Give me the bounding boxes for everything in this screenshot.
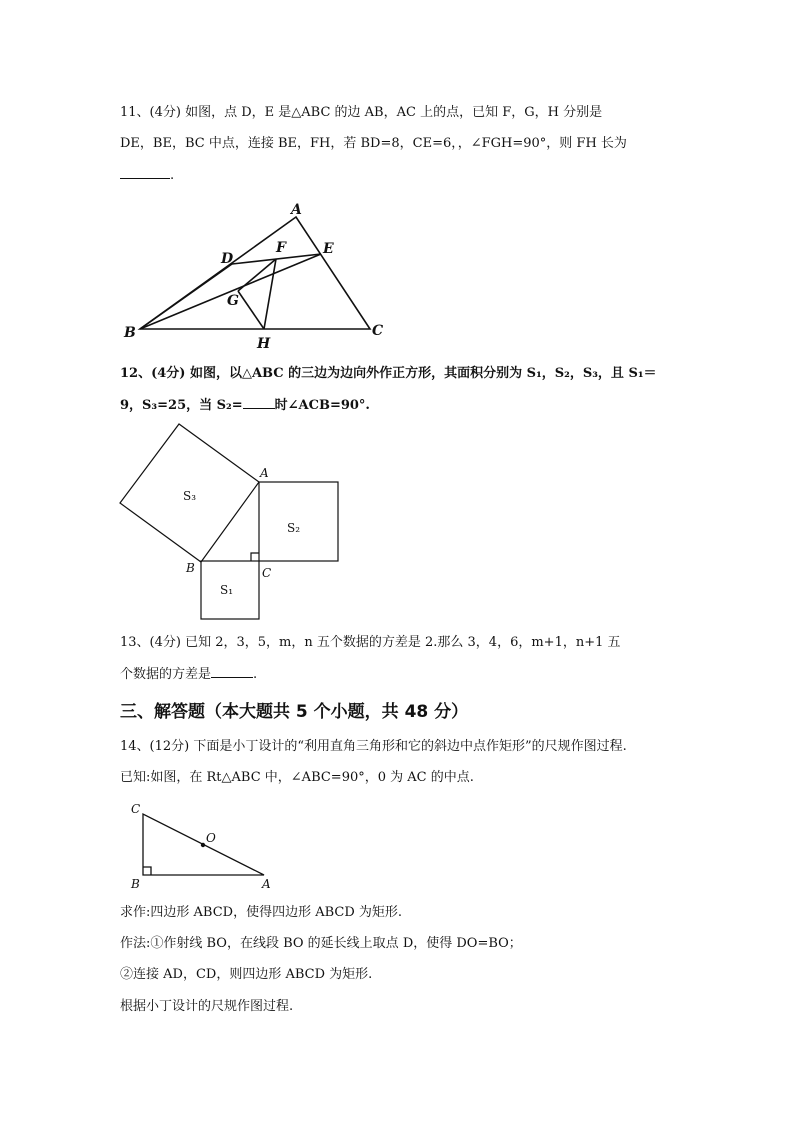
q11-segment-gh xyxy=(238,291,264,329)
section-3-heading: 三、解答题（本大题共 5 个小题，共 48 分） xyxy=(120,702,469,722)
q14-label-a: A xyxy=(262,877,271,891)
q12-label-a: A xyxy=(260,466,269,480)
q14-point-o xyxy=(201,843,205,847)
q14-label-o: O xyxy=(206,831,216,845)
q14-label-b: B xyxy=(131,877,140,891)
q13-line-1: 13、(4分) 已知 2，3，5，m，n 五个数据的方差是 2.那么 3，4，6，m+1，n+1 五 xyxy=(120,635,621,650)
q11-segment-fh xyxy=(264,259,276,329)
q14-figure-labels xyxy=(130,802,271,891)
q12-line-2 xyxy=(120,396,370,415)
q11-line-2: DE，BE，BC 中点，连接 BE，FH，若 BD=8，CE=6，，∠FGH=90°，则 FH 长为 xyxy=(120,136,627,151)
q11-label-g: G xyxy=(227,293,239,309)
q11-figure xyxy=(140,217,370,329)
q14-line-1: 14、(12分) 下面是小丁设计的“利用直角三角形和它的斜边中点作矩形”的尺规作图过程. xyxy=(120,739,627,754)
q11-label-h: H xyxy=(257,336,271,352)
q13-line-2 xyxy=(120,665,257,684)
q11-label-b: B xyxy=(124,325,136,341)
q14-line-6: 根据小丁设计的尺规作图过程. xyxy=(120,999,294,1014)
q14-line-3: 求作:四边形 ABCD，使得四边形 ABCD 为矩形. xyxy=(120,905,403,920)
q12-line-2-end: 时∠ACB=90°. xyxy=(274,398,370,413)
q13-line-2-end: . xyxy=(253,667,258,682)
q14-line-4: 作法:①作射线 BO，在线段 BO 的延长线上取点 D，使得 DO=BO； xyxy=(120,936,522,951)
q12-label-b: B xyxy=(186,561,195,575)
q11-label-a: A xyxy=(291,202,302,218)
q11-label-e: E xyxy=(323,241,334,257)
q11-label-c: C xyxy=(372,323,384,339)
q12-label-s1: S₁ xyxy=(220,583,234,597)
q14-label-c: C xyxy=(131,802,141,816)
q12-line-1: 12、(4分) 如图，以△ABC 的三边为边向外作正方形，其面积分别为 S₁，S₂，S₃，且 S₁＝ xyxy=(120,366,657,381)
q14-line-2: 已知:如图，在 Rt△ABC 中，∠ABC=90°，0 为 AC 的中点. xyxy=(120,770,474,785)
q12-label-c: C xyxy=(262,566,272,580)
q11-label-d: D xyxy=(221,251,234,267)
q11-label-f: F xyxy=(276,240,286,256)
q12-label-s3: S₃ xyxy=(183,489,197,503)
q12-right-angle-mark xyxy=(251,553,259,561)
q12-label-s2: S₂ xyxy=(287,521,301,535)
q11-line-1: 11、(4分) 如图，点 D，E 是△ABC 的边 AB，AC 上的点，已知 F，G，H 分别是 xyxy=(120,105,603,120)
q12-answer-blank[interactable] xyxy=(243,396,275,409)
q14-right-angle-mark xyxy=(143,867,151,875)
q13-answer-blank[interactable] xyxy=(211,665,253,678)
q12-line-2-start: 9，S₃=25，当 S₂= xyxy=(120,398,243,413)
q13-line-2-start: 个数据的方差是 xyxy=(120,667,212,682)
q11-end-mark: . xyxy=(170,168,175,183)
q11-triangle-abc xyxy=(140,217,370,329)
q14-line-5: ②连接 AD，CD，则四边形 ABCD 为矩形. xyxy=(120,967,373,982)
